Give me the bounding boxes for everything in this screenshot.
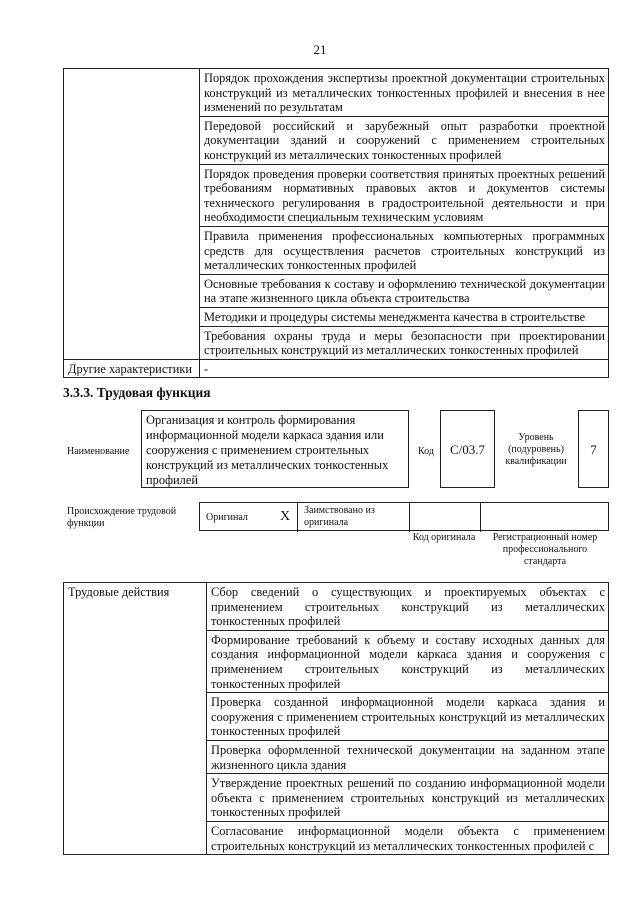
- original-mark: X: [280, 509, 291, 524]
- knowledge-label-cell: [64, 69, 200, 360]
- function-name: Организация и контроль формирования информационной модели каркаса здания или сооружения с применением строительных конструкций из металлических тонкостенных профилей: [141, 410, 409, 488]
- labor-actions-table: [63, 582, 609, 855]
- labor-action-row: Утверждение проектных решений по созданию информационной модели объекта с применением строительных конструкций из металлических тонкостенных профилей: [207, 774, 609, 822]
- original-label: Оригинал: [206, 512, 248, 523]
- knowledge-row: Правила применения профессиональных компьютерных программных средств для осуществления расчетов строительных конструкций из металлических тонкостенных профилей: [200, 226, 609, 274]
- origin-row: [199, 502, 609, 531]
- labor-action-row: Формирование требований к объему и составу исходных данных для создания информационной модели каркаса здания и сооружения с применением строительных конструкций из металлических тонкостенных профилей: [207, 630, 609, 692]
- knowledge-row: Порядок проведения проверки соответствия принятых проектных решений требованиям нормативных правовых актов и документов системы технического регулирования в градостроительной деятельности и при необходимости специальным техническим условиям: [200, 164, 609, 226]
- knowledge-table: [63, 68, 609, 378]
- labor-actions-label: Трудовые действия: [64, 583, 207, 855]
- divider: [297, 503, 298, 532]
- divider: [409, 503, 410, 532]
- knowledge-row: Требования охраны труда и меры безопасности при проектировании строительных конструкций из металлических тонкостенных профилей: [200, 326, 609, 359]
- knowledge-row: Методики и процедуры системы менеджмента качества в строительстве: [200, 307, 609, 326]
- code-label: Код: [418, 446, 434, 457]
- name-label: Наименование: [67, 446, 130, 457]
- divider: [480, 503, 481, 532]
- labor-action-row: Согласование информационной модели объекта с применением строительных конструкций из металлических тонкостенных профилей с: [207, 821, 609, 854]
- other-characteristics-label: Другие характеристики: [64, 359, 200, 378]
- original-code-caption: Код оригинала: [412, 532, 476, 543]
- origin-label: Происхождение трудовой функции: [67, 506, 177, 529]
- knowledge-row: Порядок прохождения экспертизы проектной документации строительных конструкций из металлических тонкостенных профилей и внесения в нее изменений по результатам: [200, 69, 609, 117]
- level-value: 7: [578, 410, 609, 488]
- registration-caption: Регистрационный номер профессионального стандарта: [492, 532, 598, 567]
- page-number: 21: [313, 42, 327, 57]
- section-heading: 3.3.3. Трудовая функция: [63, 385, 211, 400]
- borrowed-label: Заимствовано из оригинала: [304, 505, 375, 528]
- labor-action-row: Проверка оформленной технической документации на заданном этапе жизненного цикла здания: [207, 740, 609, 773]
- other-characteristics-value: -: [200, 359, 609, 378]
- knowledge-row: Основные требования к составу и оформлению технической документации на этапе жизненного цикла объекта строительства: [200, 274, 609, 307]
- labor-action-row: Проверка созданной информационной модели каркаса здания и сооружения с применением строительных конструкций из металлических тонкостенных профилей: [207, 693, 609, 741]
- level-label: Уровень (подуровень) квалификации: [505, 432, 567, 467]
- labor-action-row: Сбор сведений о существующих и проектируемых объектах с применением строительных конструкций из металлических тонкостенных профилей: [207, 583, 609, 631]
- knowledge-row: Передовой российский и зарубежный опыт разработки проектной документации зданий и сооружений с применением строительных конструкций из металлических тонкостенных профилей: [200, 116, 609, 164]
- function-code: C/03.7: [440, 410, 495, 488]
